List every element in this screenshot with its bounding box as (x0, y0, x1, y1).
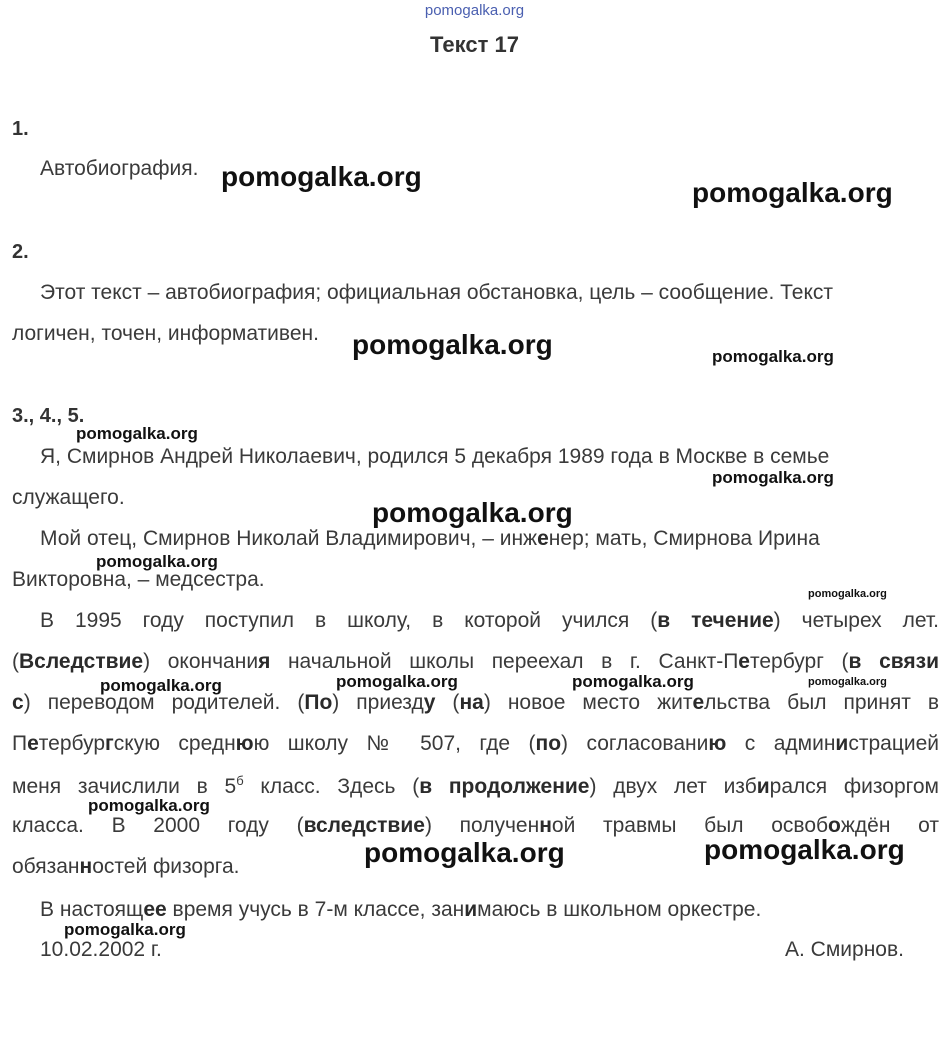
watermark: pomogalka.org (808, 588, 887, 600)
watermark: pomogalka.org (692, 177, 893, 208)
task-2-number: 2. (12, 241, 29, 263)
bio-signature: А. Смирнов. (785, 938, 904, 961)
bio-p2-line-2: Викторовна, – медсестра. (12, 568, 265, 591)
watermark: pomogalka.org (364, 837, 565, 868)
task-2-line-1: Этот текст – автобиография; официальная обстановка, цель – сообщение. Текст (40, 281, 834, 304)
watermark: pomogalka.org (704, 834, 905, 865)
watermark: pomogalka.org (221, 161, 422, 192)
watermark: pomogalka.org (712, 347, 834, 366)
watermark: pomogalka.org (96, 552, 218, 571)
watermark: pomogalka.org (64, 920, 186, 939)
watermark: pomogalka.org (88, 796, 210, 815)
watermark: pomogalka.org (572, 672, 694, 691)
bio-p3-line-3: с) переводом родителей. (По) приезду (на) новое место жительства был принят в (12, 691, 939, 714)
watermark: pomogalka.org (808, 676, 887, 688)
task-2-line-2: логичен, точен, информативен. (12, 322, 319, 345)
bio-p3-line-5: меня зачислили в $5^б$ класс. Здесь (в продолжение) двух лет избирался физоргом (12, 773, 939, 798)
watermark: pomogalka.org (336, 672, 458, 691)
site-watermark-top: pomogalka.org (424, 2, 525, 19)
bio-date: 10.02.2002 г. (40, 938, 162, 961)
watermark: pomogalka.org (372, 497, 573, 528)
task-345-number: 3., 4., 5. (12, 405, 85, 427)
watermark: pomogalka.org (352, 329, 553, 360)
bio-p3-line-7: обязанностей физорга. (12, 855, 240, 878)
bio-p1-line-2: служащего. (12, 486, 125, 509)
task-1-answer: Автобиография. (40, 157, 199, 180)
bio-p3-line-4: Петербургскую среднюю школу № 507, где (по) согласованию с администрацией (12, 732, 939, 755)
watermark: pomogalka.org (76, 424, 198, 443)
watermark: pomogalka.org (100, 676, 222, 695)
bio-p3-line-1: В 1995 году поступил в школу, в которой учился (в течение) четырех лет. (40, 609, 939, 632)
bio-p4-line: В настоящее время учусь в 7-м классе, занимаюсь в школьном оркестре. (40, 898, 762, 921)
bio-p1-line-1: Я, Смирнов Андрей Николаевич, родился 5 декабря 1989 года в Москве в семье (40, 445, 830, 468)
bio-p2-line-1: Мой отец, Смирнов Николай Владимирович, – инженер; мать, Смирнова Ирина (40, 527, 820, 550)
watermark: pomogalka.org (712, 468, 834, 487)
page-title: Текст 17 (430, 32, 519, 57)
task-1-number: 1. (12, 118, 29, 140)
bio-p3-line-2: (Вследствие) окончания начальной школы переехал в г. Санкт-Петербург (в связи (12, 650, 939, 673)
bio-p3-line-6: класса. В 2000 году (вследствие) полученной травмы был освобождён от (12, 814, 939, 837)
